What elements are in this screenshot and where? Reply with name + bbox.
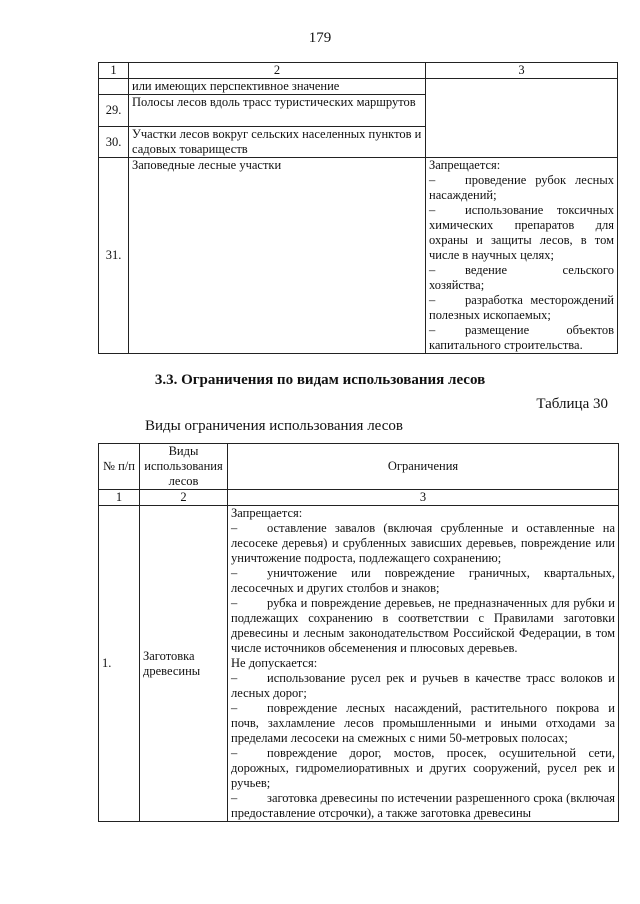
row-number: 1. [99,506,140,822]
list-item: – рубка и повреждение деревьев, не предназначенных для рубки и подлежащих сохранению в соответствии с Правилами заготовки древесины и лесным законодательством Российской Федерации, в том числе источников обсеменения и плюсовых деревьев. [231,596,615,655]
restrictions-table-continued [98,62,618,354]
list-item: – разработка месторождений полезных ископаемых; [429,293,614,322]
table-label: Таблица 30 [536,396,608,412]
list-item: – проведение рубок лесных насаждений; [429,173,614,202]
table-colnum-row [99,490,619,506]
table-header-row [99,444,619,490]
header-use-kind: Виды использования лесов [140,444,228,490]
page-number: 179 [308,30,332,46]
list-item: – повреждение лесных насаждений, растительного покрова и почв, захламление лесов промышленными и иными отходами за пределами лесосеки на смежных с ними 50-метровых полосах; [231,701,615,745]
restriction-lead: Запрещается: [231,506,303,520]
list-item: – размещение объектов капитального строительства. [429,323,614,352]
col-number: 1 [99,490,140,506]
restrictions-cell [426,158,618,354]
restriction-lead: Запрещается: [429,158,501,172]
list-item: – уничтожение или повреждение граничных, квартальных, лесосечных и других столбов и знаков; [231,566,615,595]
table-title: Виды ограничения использования лесов [145,418,403,434]
row-number: 31. [99,158,129,354]
section-heading: 3.3. Ограничения по видам использования лесов [154,372,486,388]
row-text: Полосы лесов вдоль трасс туристических маршрутов [129,95,426,127]
row-number: 29. [99,95,129,127]
list-item: – использование токсичных химических препаратов для охраны и защиты лесов, в том числе в научных целях; [429,203,614,262]
row-number: 30. [99,127,129,158]
row-text: Заповедные лесные участки [129,158,426,354]
col-number: 3 [228,490,619,506]
list-item: – ведение сельского хозяйства; [429,263,614,292]
header-restrictions: Ограничения [228,444,619,490]
list-item: – заготовка древесины по истечении разрешенного срока (включая предоставление отсрочки), а также заготовка древесины [231,791,615,820]
col-number: 2 [129,63,426,79]
col-number: 3 [426,63,618,79]
restriction-lead: Не допускается: [231,656,318,670]
list-item: – повреждение дорог, мостов, просек, осушительной сети, дорожных, гидромелиоративных и других сооружений, русел рек и ручьев; [231,746,615,790]
use-kind: Заготовка древесины [140,506,228,822]
table-row [99,158,618,354]
table-row [99,79,618,95]
header-number: № п/п [99,444,140,490]
row-text: Участки лесов вокруг сельских населенных пунктов и садовых товариществ [129,127,426,158]
row-text: или имеющих перспективное значение [129,79,426,95]
list-item: – оставление завалов (включая срубленные и оставленные на лесосеке деревья) и срубленных зависших деревьев, повреждение или уничтожение подроста, подлежащего сохранению; [231,521,615,565]
table-row [99,506,619,822]
table-header-row [99,63,618,79]
col-number: 2 [140,490,228,506]
list-item: – использование русел рек и ручьев в качестве трасс волоков и лесных дорог; [231,671,615,700]
forest-use-restrictions-table [98,443,619,822]
col-number: 1 [99,63,129,79]
restrictions-cell [228,506,619,822]
